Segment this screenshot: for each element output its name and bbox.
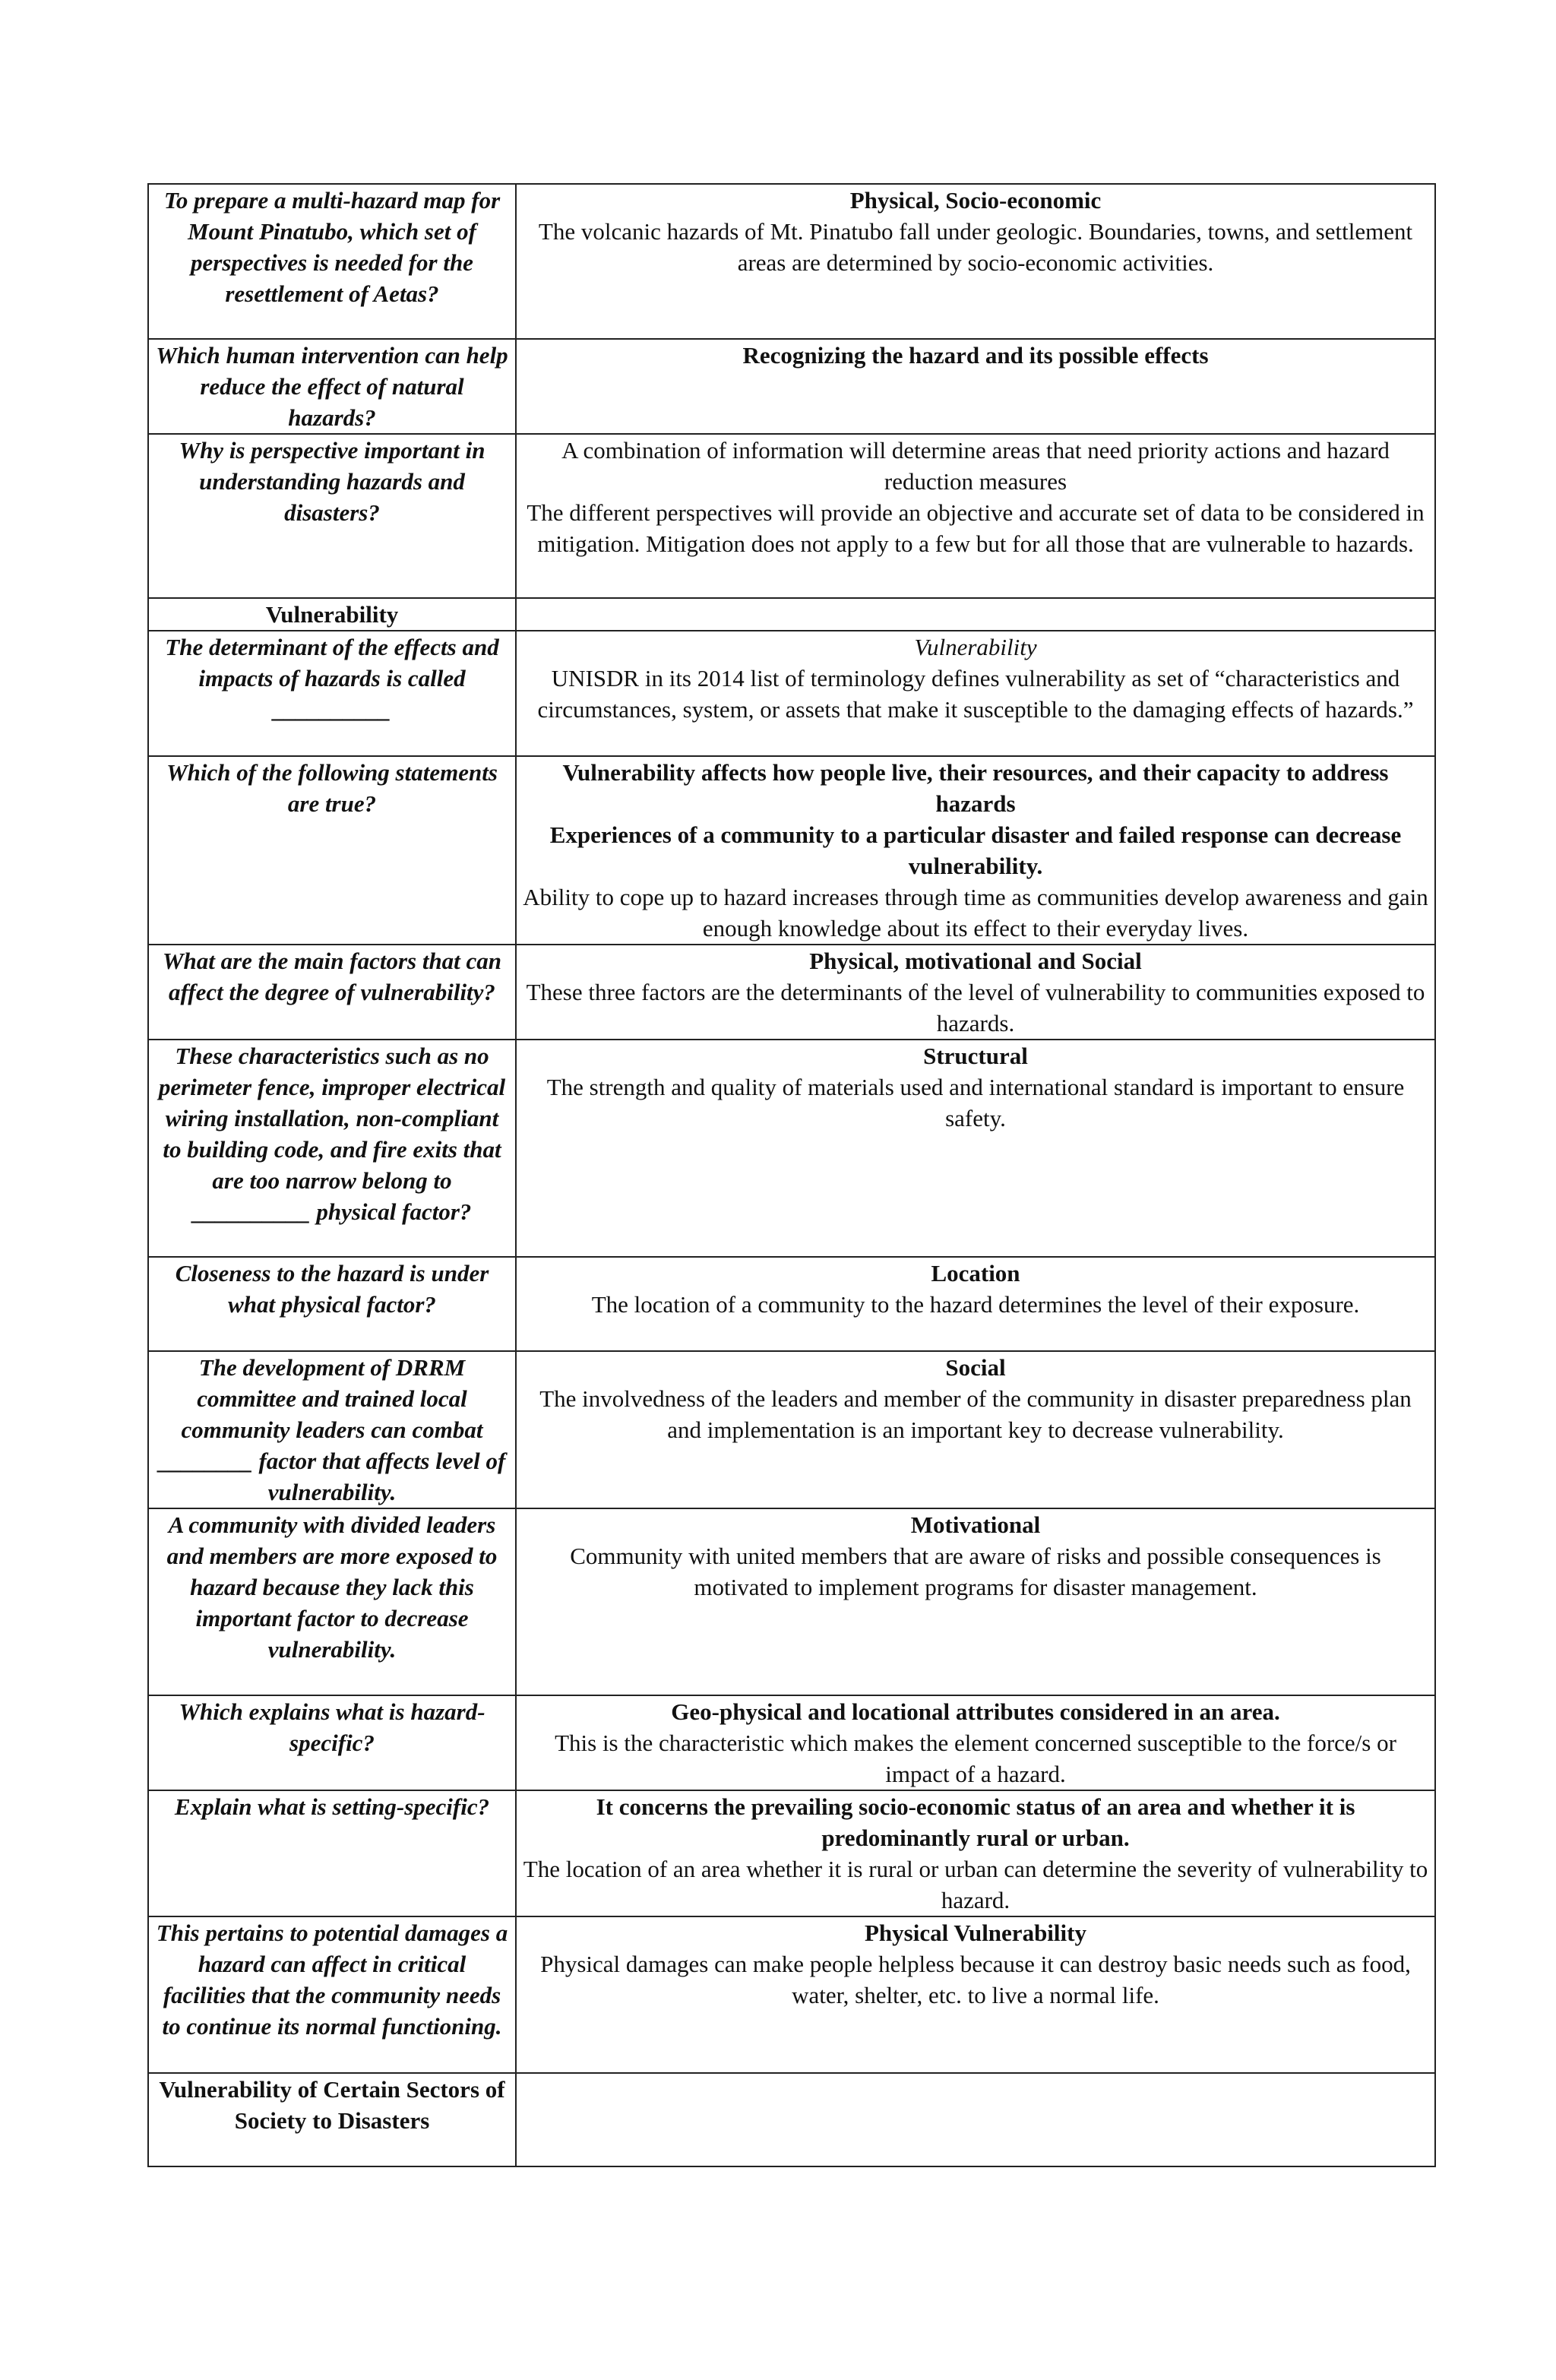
answer-heading: Structural bbox=[923, 1043, 1028, 1069]
section-heading: Vulnerability bbox=[148, 598, 516, 631]
table-row bbox=[148, 1508, 1435, 1695]
answer-text: The strength and quality of materials used and international standard is important to ensure safety. bbox=[546, 1074, 1405, 1131]
answer-text: The location of an area whether it is rural or urban can determine the severity of vulnerability to hazard. bbox=[523, 1856, 1428, 1913]
table-row bbox=[148, 1695, 1435, 1790]
table-row bbox=[148, 1790, 1435, 1916]
answer-cell bbox=[516, 1695, 1435, 1790]
question-cell: Which explains what is hazard-specific? bbox=[148, 1695, 516, 1790]
table-row bbox=[148, 184, 1435, 339]
question-cell: Why is perspective important in understanding hazards and disasters? bbox=[148, 434, 516, 598]
answer-heading: Experiences of a community to a particular disaster and failed response can decrease vulnerability. bbox=[549, 821, 1402, 879]
answer-text: The location of a community to the hazard determines the level of their exposure. bbox=[591, 1291, 1360, 1318]
table-row bbox=[148, 1351, 1435, 1508]
question-cell: Which human intervention can help reduce the effect of natural hazards? bbox=[148, 339, 516, 434]
section-row bbox=[148, 2073, 1435, 2166]
answer-text: The involvedness of the leaders and member of the community in disaster preparedness plan and implementation is an important key to decrease vulnerability. bbox=[539, 1385, 1412, 1443]
answer-cell bbox=[516, 1257, 1435, 1351]
answer-cell bbox=[516, 184, 1435, 339]
table-row bbox=[148, 339, 1435, 434]
table-row bbox=[148, 756, 1435, 945]
answer-heading: Physical, Socio-economic bbox=[849, 187, 1102, 214]
answer-heading: Physical, motivational and Social bbox=[809, 948, 1142, 974]
answer-heading: Vulnerability affects how people live, their resources, and their capacity to address hazards bbox=[562, 759, 1389, 817]
answer-cell bbox=[516, 756, 1435, 945]
answer-heading: Recognizing the hazard and its possible effects bbox=[742, 342, 1209, 369]
answer-heading: It concerns the prevailing socio-economic status of an area and whether it is predominantly rural or urban. bbox=[596, 1793, 1355, 1851]
answer-text: Physical damages can make people helpless because it can destroy basic needs such as food, water, shelter, etc. to live a normal life. bbox=[540, 1951, 1411, 2008]
answer-cell bbox=[516, 1916, 1435, 2073]
answer-text: Ability to cope up to hazard increases through time as communities develop awareness and gain enough knowledge about its effect to their everyday lives. bbox=[523, 884, 1428, 942]
question-cell: A community with divided leaders and members are more exposed to hazard because they lack this important factor to decrease vulnerability. bbox=[148, 1508, 516, 1695]
table-row bbox=[148, 631, 1435, 756]
question-cell: Closeness to the hazard is under what physical factor? bbox=[148, 1257, 516, 1351]
answer-cell bbox=[516, 434, 1435, 598]
answer-cell bbox=[516, 1351, 1435, 1508]
answer-text: These three factors are the determinants of the level of vulnerability to communities exposed to hazards. bbox=[526, 979, 1425, 1037]
question-cell: The development of DRRM committee and trained local community leaders can combat ________ factor that affects level of vulnerability. bbox=[148, 1351, 516, 1508]
table-row bbox=[148, 434, 1435, 598]
answer-text: The volcanic hazards of Mt. Pinatubo fall under geologic. Boundaries, towns, and settlement areas are determined by socio-economic activities. bbox=[538, 218, 1413, 276]
answer-heading: Vulnerability bbox=[914, 634, 1037, 660]
answer-cell bbox=[516, 339, 1435, 434]
section-heading: Vulnerability of Certain Sectors of Society to Disasters bbox=[148, 2073, 516, 2166]
question-cell: What are the main factors that can affect the degree of vulnerability? bbox=[148, 945, 516, 1040]
answer-text: This is the characteristic which makes the element concerned susceptible to the force/s or impact of a hazard. bbox=[555, 1730, 1396, 1787]
answer-cell bbox=[516, 631, 1435, 756]
table-row bbox=[148, 1040, 1435, 1257]
answer-text: Community with united members that are aware of risks and possible consequences is motivated to implement programs for disaster management. bbox=[570, 1543, 1381, 1600]
answer-heading: Motivational bbox=[910, 1511, 1041, 1538]
question-cell: Which of the following statements are true? bbox=[148, 756, 516, 945]
empty-cell bbox=[516, 2073, 1435, 2166]
question-cell: Explain what is setting-specific? bbox=[148, 1790, 516, 1916]
table-row bbox=[148, 1916, 1435, 2073]
answer-cell bbox=[516, 1508, 1435, 1695]
answer-heading: Geo-physical and locational attributes considered in an area. bbox=[671, 1698, 1280, 1725]
answer-heading: Social bbox=[945, 1354, 1006, 1381]
question-cell: This pertains to potential damages a hazard can affect in critical facilities that the community needs to continue its normal functioning. bbox=[148, 1916, 516, 2073]
answer-text: UNISDR in its 2014 list of terminology defines vulnerability as set of “characteristics and circumstances, system, or assets that make it susceptible to the damaging effects of hazards.” bbox=[537, 665, 1414, 723]
empty-cell bbox=[516, 598, 1435, 631]
question-cell: These characteristics such as no perimeter fence, improper electrical wiring installation, non-compliant to building code, and fire exits that are too narrow belong to __________ physical factor? bbox=[148, 1040, 516, 1257]
answer-text: A combination of information will determine areas that need priority actions and hazard reduction measures bbox=[561, 437, 1390, 495]
question-cell: To prepare a multi-hazard map for Mount Pinatubo, which set of perspectives is needed for the resettlement of Aetas? bbox=[148, 184, 516, 339]
question-answer-table bbox=[147, 183, 1436, 2167]
table-row bbox=[148, 945, 1435, 1040]
answer-heading: Location bbox=[931, 1260, 1020, 1287]
answer-cell bbox=[516, 1790, 1435, 1916]
answer-cell bbox=[516, 1040, 1435, 1257]
answer-heading: Physical Vulnerability bbox=[865, 1920, 1086, 1946]
section-row bbox=[148, 598, 1435, 631]
answer-text: The different perspectives will provide an objective and accurate set of data to be considered in mitigation. Mitigation does not apply to a few but for all those that are vulnerable to hazards. bbox=[527, 499, 1425, 557]
question-cell: The determinant of the effects and impacts of hazards is called __________ bbox=[148, 631, 516, 756]
table-row bbox=[148, 1257, 1435, 1351]
answer-cell bbox=[516, 945, 1435, 1040]
